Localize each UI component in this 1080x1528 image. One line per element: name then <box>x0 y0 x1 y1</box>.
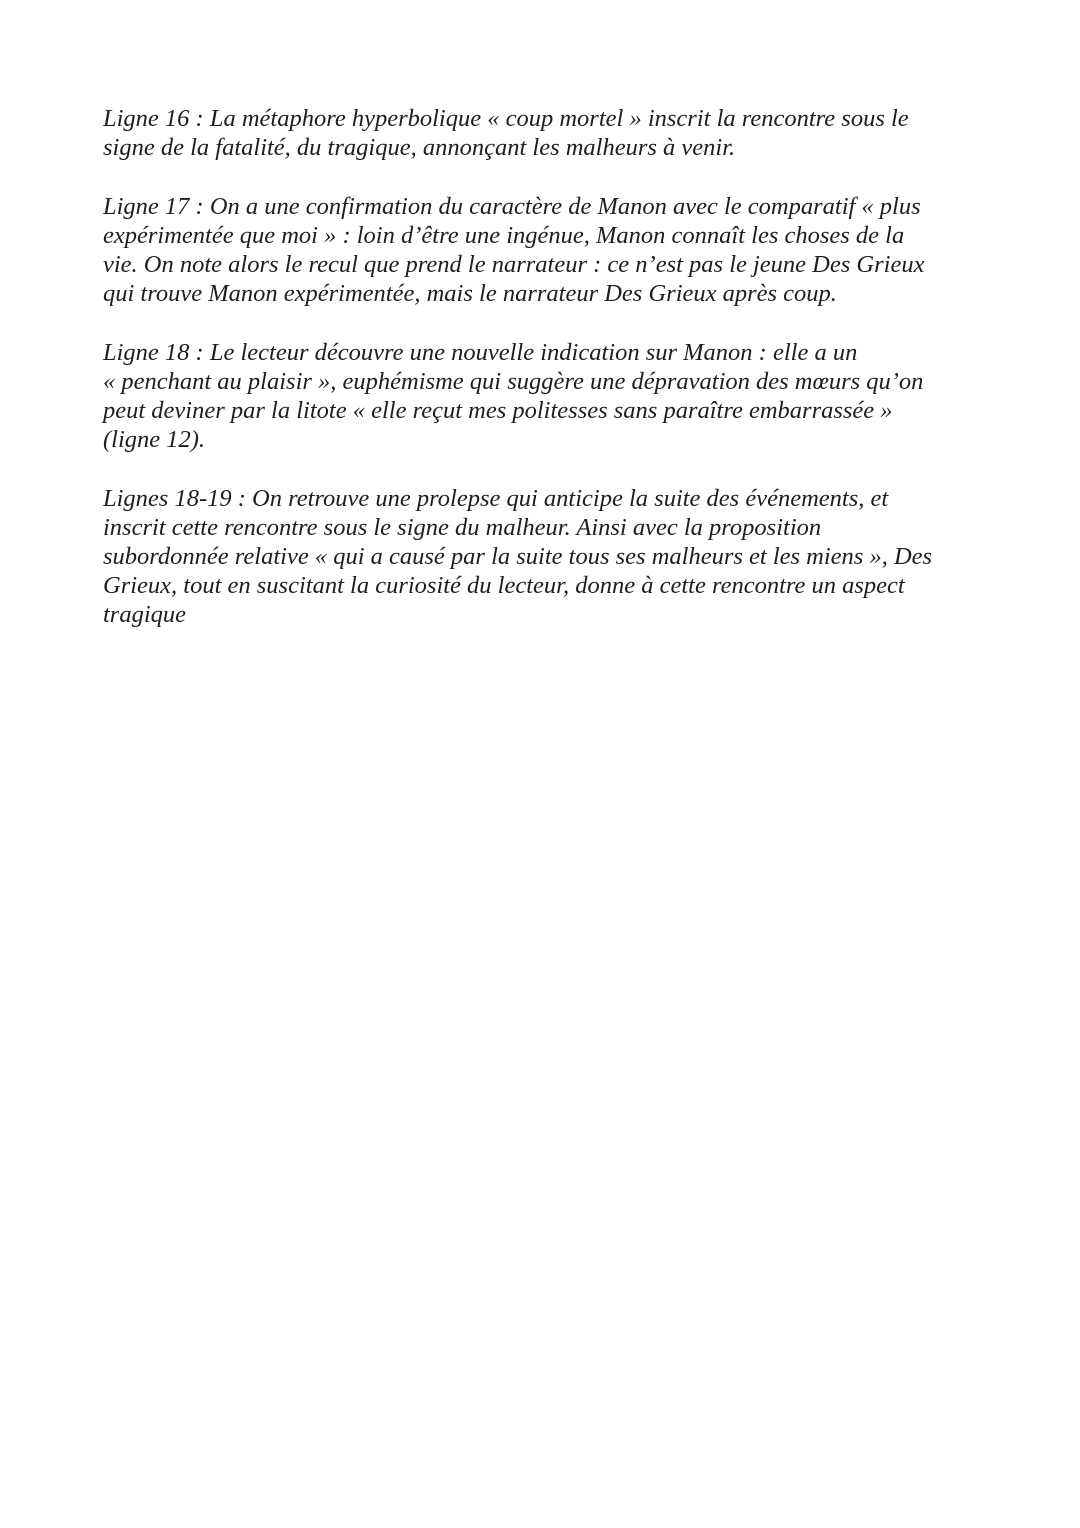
paragraph-ligne-17 <box>103 192 983 308</box>
paragraph-ligne-18 <box>103 338 983 454</box>
text-line: expérimentée que moi » : loin d’être une ingénue, Manon connaît les choses de la <box>103 222 905 249</box>
text-line: Lignes 18-19 : On retrouve une prolepse qui anticipe la suite des événements, et <box>103 485 889 512</box>
text-line: (ligne 12). <box>103 426 206 453</box>
text-line: subordonnée relative « qui a causé par la suite tous ses malheurs et les miens », Des <box>103 543 933 570</box>
text-line: « penchant au plaisir », euphémisme qui suggère une dépravation des mœurs qu’on <box>103 368 924 395</box>
text-line: inscrit cette rencontre sous le signe du malheur. Ainsi avec la proposition <box>103 514 822 541</box>
text-line: vie. On note alors le recul que prend le narrateur : ce n’est pas le jeune Des Grieux <box>103 251 925 278</box>
paragraph-ligne-16 <box>103 104 983 162</box>
text-line: peut deviner par la litote « elle reçut mes politesses sans paraître embarrassée » <box>103 397 893 424</box>
text-line: Ligne 18 : Le lecteur découvre une nouvelle indication sur Manon : elle a un <box>103 339 858 366</box>
text-line: Grieux, tout en suscitant la curiosité du lecteur, donne à cette rencontre un aspect <box>103 572 905 599</box>
text-line: tragique <box>103 601 187 628</box>
text-line: signe de la fatalité, du tragique, annonçant les malheurs à venir. <box>103 134 736 161</box>
text-line: qui trouve Manon expérimentée, mais le narrateur Des Grieux après coup. <box>103 280 837 307</box>
text-line: Ligne 17 : On a une confirmation du caractère de Manon avec le comparatif « plus <box>103 193 921 220</box>
paragraph-lignes-18-19 <box>103 484 983 629</box>
text-line: Ligne 16 : La métaphore hyperbolique « coup mortel » inscrit la rencontre sous le <box>103 105 909 132</box>
